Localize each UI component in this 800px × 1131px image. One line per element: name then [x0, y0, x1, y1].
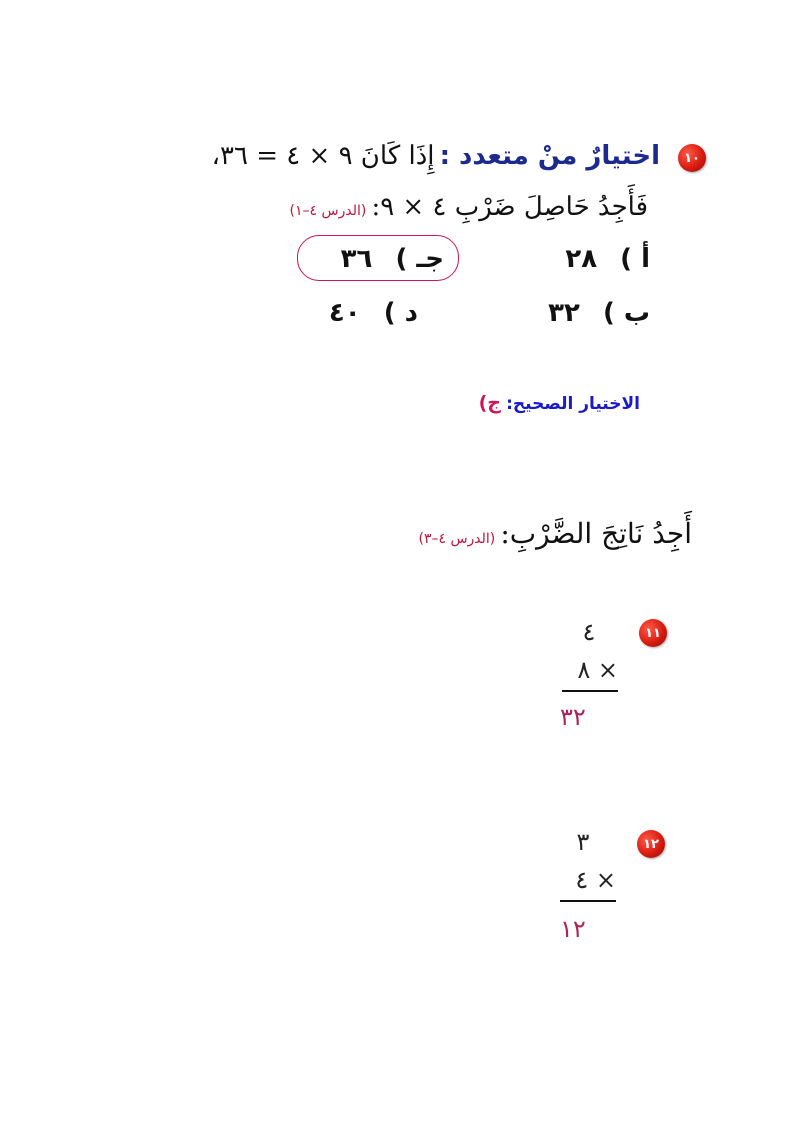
- choice-b[interactable]: [548, 298, 650, 328]
- question-11-result: ٣٢: [560, 703, 586, 731]
- question-10-number: ١٠: [684, 150, 700, 166]
- question-12-result: ١٢: [560, 915, 586, 943]
- correct-answer: [479, 392, 640, 414]
- section-title: أَجِدُ نَاتِجَ الضَّرْبِ:: [500, 517, 692, 550]
- question-11-number: ١١: [645, 625, 661, 641]
- question-10-line2: [290, 192, 648, 222]
- question-12-badge: [637, 830, 665, 858]
- question-12-number: ١٢: [643, 836, 659, 852]
- choice-c-label: جـ ): [395, 244, 444, 274]
- section-lesson: (الدرس ٤–٣): [418, 531, 496, 547]
- choice-c-value: ٣٦: [340, 244, 373, 274]
- question-12-top: ٣: [576, 828, 590, 856]
- choice-d[interactable]: [329, 298, 418, 328]
- question-10-stem2: فَأَجِدُ حَاصِلَ ضَرْبِ ٤ × ٩:: [371, 192, 648, 222]
- choice-d-value: ٤٠: [328, 298, 361, 328]
- choice-a-label: أ ): [620, 244, 650, 274]
- choice-a[interactable]: [565, 244, 650, 274]
- correct-answer-label: الاختيار الصحيح:: [506, 394, 640, 414]
- section-heading: [418, 517, 692, 550]
- choice-d-label: د ): [383, 298, 418, 328]
- question-11-top: ٤: [582, 618, 596, 646]
- question-10-stem1: إِذَا كَانَ ٩ × ٤ = ٣٦،: [211, 141, 435, 171]
- question-10-title: اختيارٌ منْ متعدد :: [439, 141, 660, 171]
- question-10-badge: [678, 144, 706, 172]
- choice-b-value: ٣٢: [548, 298, 580, 328]
- question-12-rule: [560, 900, 616, 902]
- choice-b-label: ب ): [602, 298, 650, 328]
- choice-a-value: ٢٨: [565, 244, 598, 274]
- question-11-badge: [639, 619, 667, 647]
- question-11-bottom: ٨ ×: [577, 656, 618, 684]
- question-12-bottom: ٤ ×: [575, 866, 616, 894]
- question-10-lesson: (الدرس ٤–١): [289, 203, 367, 219]
- question-11-rule: [562, 690, 618, 692]
- choice-c[interactable]: [341, 244, 444, 274]
- correct-answer-value: ج): [478, 392, 501, 414]
- question-10-line1: [212, 141, 660, 171]
